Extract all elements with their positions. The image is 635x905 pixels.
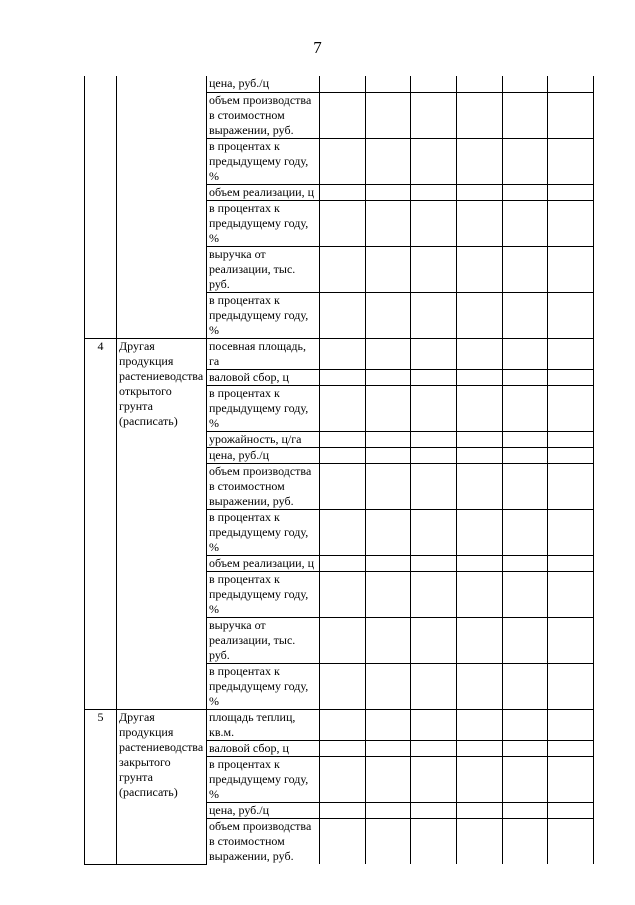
value-cell	[503, 76, 548, 92]
value-cell	[457, 663, 503, 709]
value-cell	[457, 292, 503, 338]
value-cell	[548, 756, 594, 802]
value-cell	[411, 76, 457, 92]
indicator-label: цена, руб./ц	[207, 802, 320, 818]
value-cell	[320, 369, 366, 385]
value-cell	[548, 709, 594, 740]
value-cell	[411, 756, 457, 802]
value-cell	[320, 740, 366, 756]
value-cell	[320, 555, 366, 571]
value-cell	[320, 571, 366, 617]
value-cell	[457, 818, 503, 864]
value-cell	[548, 184, 594, 200]
value-cell	[411, 92, 457, 138]
value-cell	[320, 338, 366, 369]
indicator-label: в процентах к предыдущему году, %	[207, 200, 320, 246]
value-cell	[411, 138, 457, 184]
value-cell	[320, 509, 366, 555]
value-cell	[457, 802, 503, 818]
indicator-label: урожайность, ц/га	[207, 431, 320, 447]
indicator-label: выручка от реализации, тыс. руб.	[207, 246, 320, 292]
indicator-label: объем реализации, ц	[207, 555, 320, 571]
value-cell	[503, 818, 548, 864]
value-cell	[320, 663, 366, 709]
value-cell	[366, 76, 411, 92]
indicator-label: в процентах к предыдущему году, %	[207, 663, 320, 709]
section-number: 5	[85, 709, 117, 864]
value-cell	[457, 385, 503, 431]
value-cell	[503, 802, 548, 818]
value-cell	[548, 338, 594, 369]
indicator-label: объем реализации, ц	[207, 184, 320, 200]
value-cell	[457, 200, 503, 246]
value-cell	[503, 338, 548, 369]
value-cell	[366, 184, 411, 200]
value-cell	[320, 802, 366, 818]
indicator-label: валовой сбор, ц	[207, 369, 320, 385]
table-body	[85, 76, 594, 864]
value-cell	[548, 463, 594, 509]
indicator-label: объем производства в стоимостном выражении, руб.	[207, 818, 320, 864]
value-cell	[366, 617, 411, 663]
value-cell	[457, 184, 503, 200]
value-cell	[503, 509, 548, 555]
value-cell	[548, 571, 594, 617]
value-cell	[503, 463, 548, 509]
value-cell	[320, 818, 366, 864]
value-cell	[503, 138, 548, 184]
product-name: Другая продукция растениеводства закрытого грунта (расписать)	[117, 709, 207, 864]
value-cell	[366, 802, 411, 818]
value-cell	[366, 138, 411, 184]
indicator-label: цена, руб./ц	[207, 447, 320, 463]
value-cell	[503, 555, 548, 571]
value-cell	[366, 756, 411, 802]
table-row	[85, 338, 594, 369]
value-cell	[366, 709, 411, 740]
value-cell	[320, 200, 366, 246]
value-cell	[411, 463, 457, 509]
value-cell	[320, 385, 366, 431]
value-cell	[411, 818, 457, 864]
indicator-label: в процентах к предыдущему году, %	[207, 756, 320, 802]
value-cell	[411, 369, 457, 385]
value-cell	[548, 246, 594, 292]
value-cell	[366, 571, 411, 617]
value-cell	[548, 76, 594, 92]
value-cell	[366, 447, 411, 463]
value-cell	[366, 338, 411, 369]
value-cell	[548, 617, 594, 663]
value-cell	[457, 92, 503, 138]
value-cell	[503, 740, 548, 756]
value-cell	[548, 369, 594, 385]
value-cell	[503, 292, 548, 338]
value-cell	[366, 663, 411, 709]
value-cell	[411, 431, 457, 447]
value-cell	[320, 246, 366, 292]
value-cell	[411, 740, 457, 756]
value-cell	[320, 447, 366, 463]
value-cell	[320, 292, 366, 338]
value-cell	[457, 431, 503, 447]
value-cell	[411, 447, 457, 463]
value-cell	[411, 200, 457, 246]
value-cell	[457, 555, 503, 571]
value-cell	[320, 756, 366, 802]
indicator-label: объем производства в стоимостном выражении, руб.	[207, 92, 320, 138]
indicator-label: цена, руб./ц	[207, 76, 320, 92]
value-cell	[457, 509, 503, 555]
value-cell	[366, 555, 411, 571]
value-cell	[548, 200, 594, 246]
value-cell	[411, 509, 457, 555]
value-cell	[503, 246, 548, 292]
value-cell	[366, 818, 411, 864]
value-cell	[503, 431, 548, 447]
value-cell	[457, 740, 503, 756]
value-cell	[548, 92, 594, 138]
value-cell	[457, 138, 503, 184]
value-cell	[411, 617, 457, 663]
value-cell	[503, 184, 548, 200]
value-cell	[411, 385, 457, 431]
value-cell	[503, 756, 548, 802]
value-cell	[320, 184, 366, 200]
value-cell	[548, 138, 594, 184]
value-cell	[366, 385, 411, 431]
value-cell	[548, 385, 594, 431]
section-number: 4	[85, 338, 117, 709]
page-number: 7	[313, 38, 322, 57]
value-cell	[366, 509, 411, 555]
value-cell	[411, 709, 457, 740]
table-row	[85, 709, 594, 740]
value-cell	[411, 246, 457, 292]
value-cell	[320, 138, 366, 184]
value-cell	[548, 447, 594, 463]
value-cell	[366, 200, 411, 246]
indicator-label: выручка от реализации, тыс. руб.	[207, 617, 320, 663]
value-cell	[503, 447, 548, 463]
value-cell	[366, 246, 411, 292]
value-cell	[457, 463, 503, 509]
section-number	[85, 76, 117, 338]
value-cell	[503, 709, 548, 740]
value-cell	[457, 76, 503, 92]
value-cell	[320, 617, 366, 663]
value-cell	[457, 709, 503, 740]
value-cell	[457, 246, 503, 292]
indicator-label: объем производства в стоимостном выражении, руб.	[207, 463, 320, 509]
value-cell	[457, 756, 503, 802]
product-name	[117, 76, 207, 338]
value-cell	[548, 802, 594, 818]
value-cell	[457, 571, 503, 617]
product-name: Другая продукция растениеводства открытого грунта (расписать)	[117, 338, 207, 709]
value-cell	[457, 617, 503, 663]
value-cell	[411, 571, 457, 617]
indicator-label: в процентах к предыдущему году, %	[207, 571, 320, 617]
value-cell	[548, 818, 594, 864]
indicator-label: в процентах к предыдущему году, %	[207, 292, 320, 338]
value-cell	[548, 663, 594, 709]
table-row	[85, 76, 594, 92]
value-cell	[411, 184, 457, 200]
value-cell	[366, 463, 411, 509]
value-cell	[503, 92, 548, 138]
value-cell	[366, 431, 411, 447]
value-cell	[457, 369, 503, 385]
value-cell	[503, 571, 548, 617]
value-cell	[366, 740, 411, 756]
value-cell	[320, 709, 366, 740]
value-cell	[503, 200, 548, 246]
value-cell	[548, 555, 594, 571]
value-cell	[366, 369, 411, 385]
value-cell	[411, 555, 457, 571]
value-cell	[320, 76, 366, 92]
indicator-label: в процентах к предыдущему году, %	[207, 385, 320, 431]
value-cell	[320, 92, 366, 138]
indicator-label: площадь теплиц, кв.м.	[207, 709, 320, 740]
value-cell	[548, 431, 594, 447]
value-cell	[320, 463, 366, 509]
value-cell	[366, 92, 411, 138]
value-cell	[548, 509, 594, 555]
value-cell	[503, 369, 548, 385]
indicator-label: валовой сбор, ц	[207, 740, 320, 756]
value-cell	[503, 663, 548, 709]
value-cell	[411, 663, 457, 709]
value-cell	[320, 431, 366, 447]
indicator-label: в процентах к предыдущему году, %	[207, 138, 320, 184]
value-cell	[411, 338, 457, 369]
value-cell	[411, 292, 457, 338]
value-cell	[548, 740, 594, 756]
value-cell	[548, 292, 594, 338]
value-cell	[457, 338, 503, 369]
indicator-label: посевная площадь, га	[207, 338, 320, 369]
production-indicators-table	[84, 76, 594, 865]
value-cell	[411, 802, 457, 818]
value-cell	[366, 292, 411, 338]
indicator-label: в процентах к предыдущему году, %	[207, 509, 320, 555]
value-cell	[503, 617, 548, 663]
value-cell	[457, 447, 503, 463]
value-cell	[503, 385, 548, 431]
